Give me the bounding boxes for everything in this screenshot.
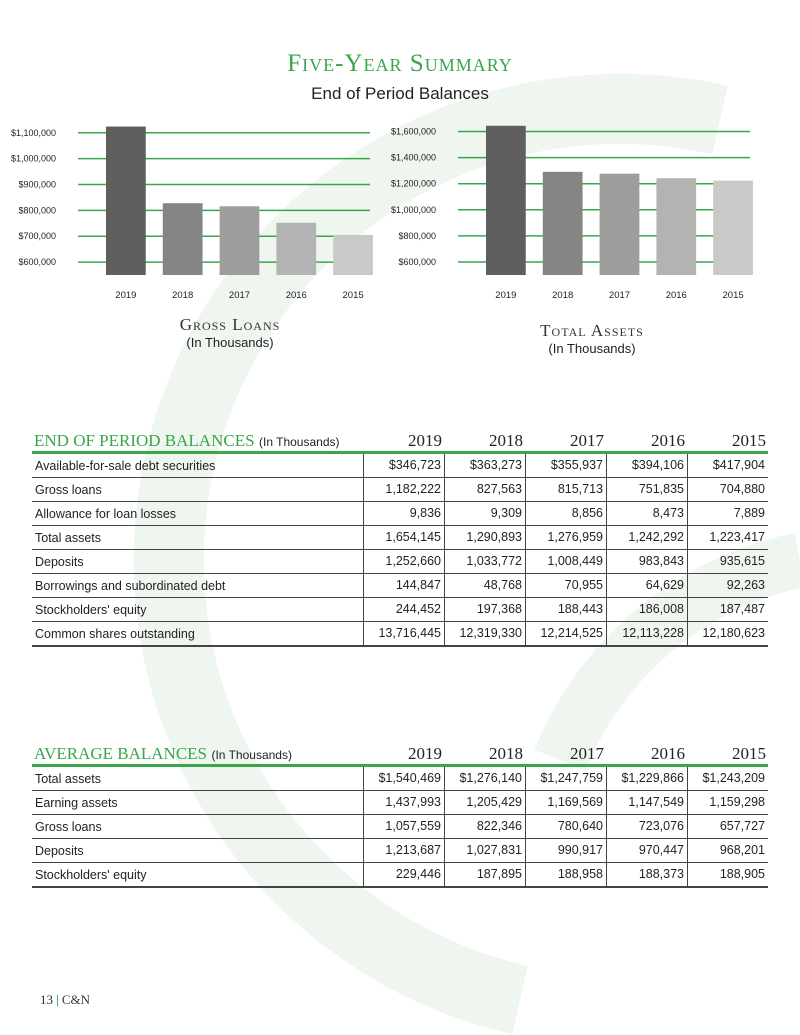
y-tick-label: $700,000 (18, 231, 56, 242)
row-label: Total assets (35, 771, 102, 786)
bar-2019 (486, 126, 526, 275)
table-cell: 1,290,893 (444, 526, 525, 549)
table-cell: 827,563 (444, 478, 525, 501)
end-table-header (32, 425, 768, 454)
table-cell: $1,276,140 (444, 767, 525, 790)
table-cell: 657,727 (687, 815, 768, 838)
avg-table-year: 2015 (732, 744, 766, 763)
table-cell: 70,955 (525, 574, 606, 597)
avg-table-year: 2019 (408, 744, 442, 763)
y-tick-label: $1,600,000 (390, 126, 436, 137)
end-table-year: 2019 (408, 431, 442, 450)
total-assets-chart-title: Total Assets (540, 321, 644, 340)
table-cell: 780,640 (525, 815, 606, 838)
x-tick-label: 2016 (285, 290, 307, 301)
y-tick-label: $800,000 (398, 230, 436, 241)
bar-2019 (106, 127, 146, 275)
table-cell: 188,373 (606, 863, 687, 886)
y-tick-label: $600,000 (398, 256, 436, 267)
table-cell: 822,346 (444, 815, 525, 838)
table-row (32, 574, 768, 598)
end-table-year: 2017 (570, 431, 604, 450)
table-cell: 1,654,145 (363, 526, 444, 549)
y-tick-label: $1,000,000 (10, 153, 56, 164)
end-table-title (32, 431, 363, 451)
table-cell: 188,443 (525, 598, 606, 621)
row-label: Earning assets (35, 795, 118, 810)
table-row (32, 478, 768, 502)
table-cell: 48,768 (444, 574, 525, 597)
total-assets-chart (390, 125, 760, 305)
table-cell: 968,201 (687, 839, 768, 862)
table-cell: 970,447 (606, 839, 687, 862)
table-cell: 9,836 (363, 502, 444, 525)
avg-table-title (32, 744, 363, 764)
table-cell: 9,309 (444, 502, 525, 525)
row-label: Borrowings and subordinated debt (35, 578, 226, 593)
bar-2017 (600, 174, 640, 275)
table-cell: 144,847 (363, 574, 444, 597)
table-cell: 1,033,772 (444, 550, 525, 573)
table-row (32, 550, 768, 574)
table-cell: 983,843 (606, 550, 687, 573)
end-table-year: 2015 (732, 431, 766, 450)
bar-2015 (713, 181, 753, 275)
bar-2017 (220, 206, 260, 275)
table-cell: 187,895 (444, 863, 525, 886)
table-cell: 12,180,623 (687, 622, 768, 645)
table-cell: 1,147,549 (606, 791, 687, 814)
table-cell: 1,159,298 (687, 791, 768, 814)
page-subtitle: End of Period Balances (311, 84, 489, 103)
avg-table-body (32, 767, 768, 888)
table-row (32, 791, 768, 815)
table-cell: 12,113,228 (606, 622, 687, 645)
table-cell: 990,917 (525, 839, 606, 862)
table-cell: 751,835 (606, 478, 687, 501)
table-row (32, 815, 768, 839)
row-label: Stockholders' equity (35, 867, 147, 882)
bar-2018 (543, 172, 583, 275)
table-cell: 12,319,330 (444, 622, 525, 645)
table-cell: 1,223,417 (687, 526, 768, 549)
total-assets-caption (472, 321, 712, 356)
table-cell: 64,629 (606, 574, 687, 597)
row-label: Common shares outstanding (35, 626, 195, 641)
row-label: Deposits (35, 843, 84, 858)
gross-loans-chart-title: Gross Loans (179, 315, 281, 334)
x-tick-label: 2017 (228, 290, 251, 301)
row-label: Stockholders' equity (35, 602, 147, 617)
avg-table-unit: (In Thousands) (211, 748, 292, 762)
table-cell: 1,008,449 (525, 550, 606, 573)
end-table-year: 2016 (651, 431, 685, 450)
brand-logo: C&N (61, 992, 91, 1007)
x-tick-label: 2016 (665, 290, 687, 301)
table-cell: 723,076 (606, 815, 687, 838)
y-tick-label: $1,200,000 (390, 178, 436, 189)
row-label: Total assets (35, 530, 102, 545)
avg-table-title-text: AVERAGE BALANCES (34, 744, 208, 763)
table-cell: $1,540,469 (363, 767, 444, 790)
x-tick-label: 2019 (495, 290, 517, 301)
avg-table-header (32, 738, 768, 767)
table-cell: 92,263 (687, 574, 768, 597)
table-cell: $1,229,866 (606, 767, 687, 790)
table-cell: 1,027,831 (444, 839, 525, 862)
row-label: Gross loans (35, 482, 102, 497)
total-assets-chart-svg (390, 125, 760, 305)
y-tick-label: $900,000 (18, 179, 56, 190)
row-label: Deposits (35, 554, 84, 569)
table-row (32, 622, 768, 647)
row-label: Allowance for loan losses (35, 506, 177, 521)
table-cell: $417,904 (687, 454, 768, 477)
page-footer (40, 992, 90, 1008)
table-cell: 229,446 (363, 863, 444, 886)
table-row (32, 502, 768, 526)
table-row (32, 598, 768, 622)
y-tick-label: $1,000,000 (390, 204, 436, 215)
y-tick-label: $1,100,000 (10, 127, 56, 138)
table-cell: 8,473 (606, 502, 687, 525)
table-row (32, 839, 768, 863)
table-row (32, 863, 768, 888)
table-cell: $346,723 (363, 454, 444, 477)
table-row (32, 767, 768, 791)
row-label: Available-for-sale debt securities (35, 458, 216, 473)
end-table-body (32, 454, 768, 647)
x-tick-label: 2015 (722, 290, 744, 301)
table-cell: $355,937 (525, 454, 606, 477)
table-cell: 815,713 (525, 478, 606, 501)
table-cell: 935,615 (687, 550, 768, 573)
table-cell: 187,487 (687, 598, 768, 621)
table-cell: 1,437,993 (363, 791, 444, 814)
bar-2016 (276, 223, 316, 275)
table-cell: $1,243,209 (687, 767, 768, 790)
table-cell: 1,276,959 (525, 526, 606, 549)
footer-separator: | (56, 992, 59, 1007)
end-of-period-table (32, 425, 768, 647)
x-tick-label: 2018 (552, 290, 574, 301)
bar-2016 (656, 178, 696, 275)
table-cell: 13,716,445 (363, 622, 444, 645)
gross-loans-chart-svg (10, 125, 380, 305)
table-cell: 197,368 (444, 598, 525, 621)
avg-table-year: 2018 (489, 744, 523, 763)
end-table-year: 2018 (489, 431, 523, 450)
x-tick-label: 2017 (608, 290, 631, 301)
table-cell: 1,213,687 (363, 839, 444, 862)
table-cell: 7,889 (687, 502, 768, 525)
row-label: Gross loans (35, 819, 102, 834)
table-cell: 188,958 (525, 863, 606, 886)
average-balances-table (32, 738, 768, 888)
table-cell: 12,214,525 (525, 622, 606, 645)
y-tick-label: $1,400,000 (390, 152, 436, 163)
bar-2018 (163, 203, 203, 275)
x-tick-label: 2015 (342, 290, 364, 301)
gross-loans-caption (110, 315, 350, 350)
bar-2015 (333, 235, 373, 275)
table-cell: 1,057,559 (363, 815, 444, 838)
table-cell: 186,008 (606, 598, 687, 621)
table-cell: 1,182,222 (363, 478, 444, 501)
y-tick-label: $800,000 (18, 205, 56, 216)
x-tick-label: 2018 (172, 290, 194, 301)
table-cell: 8,856 (525, 502, 606, 525)
page-title: Five-Year Summary (287, 50, 513, 77)
y-tick-label: $600,000 (18, 257, 56, 268)
avg-table-year: 2016 (651, 744, 685, 763)
table-cell: 1,242,292 (606, 526, 687, 549)
table-cell: $363,273 (444, 454, 525, 477)
table-cell: 1,205,429 (444, 791, 525, 814)
table-cell: 244,452 (363, 598, 444, 621)
x-tick-label: 2019 (115, 290, 137, 301)
table-cell: 1,252,660 (363, 550, 444, 573)
end-table-title-text: END OF PERIOD BALANCES (34, 431, 255, 450)
gross-loans-chart-subtitle: (In Thousands) (186, 335, 274, 350)
table-row (32, 526, 768, 550)
end-table-unit: (In Thousands) (259, 435, 340, 449)
total-assets-chart-subtitle: (In Thousands) (548, 341, 636, 356)
table-row (32, 454, 768, 478)
table-cell: $1,247,759 (525, 767, 606, 790)
table-cell: 188,905 (687, 863, 768, 886)
table-cell: 704,880 (687, 478, 768, 501)
table-cell: 1,169,569 (525, 791, 606, 814)
page-number: 13 (40, 992, 53, 1007)
table-cell: $394,106 (606, 454, 687, 477)
gross-loans-chart (10, 125, 380, 305)
avg-table-year: 2017 (570, 744, 604, 763)
